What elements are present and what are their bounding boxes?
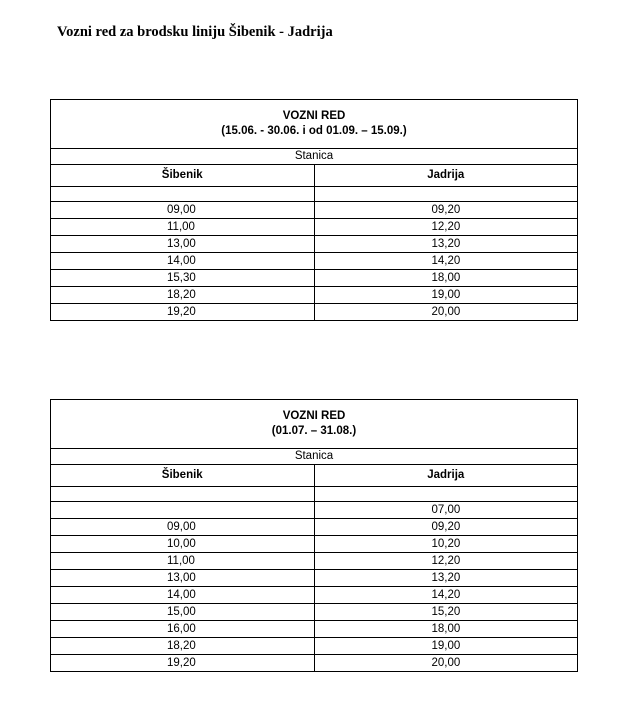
time-value: 19,20 — [167, 657, 196, 669]
departure-jadrija-cell — [314, 270, 578, 287]
time-value: 19,20 — [167, 306, 196, 318]
timetable-row — [51, 236, 578, 253]
departure-sibenik-cell — [51, 587, 315, 604]
time-value: 19,00 — [431, 640, 461, 652]
timetable-row — [51, 202, 578, 219]
empty-cell — [314, 187, 578, 202]
departure-jadrija-cell — [314, 253, 578, 270]
departure-sibenik-cell — [51, 236, 315, 253]
timetable-row — [51, 253, 578, 270]
time-value: 18,00 — [431, 272, 461, 284]
timetable-period: (01.07. – 31.08.) — [271, 425, 357, 437]
time-value: 10,00 — [167, 538, 196, 550]
departure-sibenik-cell — [51, 655, 315, 672]
departure-jadrija-cell — [314, 519, 578, 536]
time-value: 09,20 — [431, 521, 461, 533]
timetable-row — [51, 655, 578, 672]
departure-jadrija-cell — [314, 219, 578, 236]
column-header-jadrija: Jadrija — [314, 165, 578, 187]
time-value: 13,00 — [167, 238, 196, 250]
departure-jadrija-cell — [314, 655, 578, 672]
departure-jadrija-cell — [314, 570, 578, 587]
timetable-period: (15.06. - 30.06. i od 01.09. – 15.09.) — [221, 125, 407, 137]
time-value: 11,00 — [167, 555, 195, 567]
timetable-header — [51, 100, 578, 149]
departure-sibenik-cell — [51, 304, 315, 321]
time-value: 20,00 — [431, 306, 461, 318]
time-value: 10,20 — [431, 538, 461, 550]
timetable-1 — [50, 99, 578, 321]
time-value: 16,00 — [167, 623, 196, 635]
time-value: 18,00 — [431, 623, 461, 635]
column-header-jadrija: Jadrija — [314, 465, 578, 487]
time-value: 09,20 — [431, 204, 461, 216]
time-value: 07,00 — [431, 504, 461, 516]
empty-cell — [51, 487, 315, 502]
departure-jadrija-cell — [314, 287, 578, 304]
timetable-row — [51, 502, 578, 519]
departure-sibenik-cell — [51, 570, 315, 587]
timetable-row — [51, 621, 578, 638]
time-value: 15,00 — [167, 606, 196, 618]
timetable-row — [51, 304, 578, 321]
departure-jadrija-cell — [314, 638, 578, 655]
time-value: 13,20 — [431, 572, 461, 584]
timetable-heading: VOZNI RED — [282, 410, 346, 422]
departure-jadrija-cell — [314, 553, 578, 570]
departure-sibenik-cell — [51, 219, 315, 236]
time-value: 15,20 — [431, 606, 461, 618]
departure-sibenik-cell — [51, 604, 315, 621]
station-label: Stanica — [51, 149, 578, 165]
timetable-2-body — [51, 400, 578, 672]
document-title: Vozni red za brodsku liniju Šibenik - Jadrija — [57, 24, 333, 40]
departure-sibenik-cell — [51, 519, 315, 536]
departure-sibenik-cell — [51, 553, 315, 570]
timetable-row — [51, 553, 578, 570]
departure-sibenik-cell — [51, 287, 315, 304]
timetable-2 — [50, 399, 578, 672]
departure-jadrija-cell — [314, 304, 578, 321]
time-value: 15,30 — [167, 272, 196, 284]
departure-sibenik-cell — [51, 270, 315, 287]
timetable-row — [51, 519, 578, 536]
departure-jadrija-cell — [314, 604, 578, 621]
time-value: 18,20 — [167, 289, 196, 301]
time-value: 19,00 — [431, 289, 461, 301]
time-value: 14,00 — [167, 589, 196, 601]
departure-sibenik-cell — [51, 536, 315, 553]
timetable-row — [51, 270, 578, 287]
departure-jadrija-cell — [314, 621, 578, 638]
time-value: 20,00 — [431, 657, 461, 669]
timetable-row — [51, 287, 578, 304]
departure-jadrija-cell — [314, 587, 578, 604]
time-value: 12,20 — [431, 555, 461, 567]
timetable-row — [51, 536, 578, 553]
timetable-row — [51, 587, 578, 604]
departure-jadrija-cell — [314, 236, 578, 253]
time-value: 09,00 — [167, 521, 196, 533]
departure-jadrija-cell — [314, 502, 578, 519]
column-header-sibenik: Šibenik — [51, 465, 315, 487]
timetable-1-body — [51, 100, 578, 321]
time-value: 09,00 — [167, 204, 196, 216]
time-value: 11,00 — [167, 221, 195, 233]
timetable-row — [51, 570, 578, 587]
departure-sibenik-cell — [51, 621, 315, 638]
departure-sibenik-cell — [51, 502, 315, 519]
time-value: 14,20 — [431, 255, 461, 267]
departure-sibenik-cell — [51, 638, 315, 655]
time-value: 13,20 — [431, 238, 461, 250]
timetable-row — [51, 219, 578, 236]
timetable-row — [51, 638, 578, 655]
departure-jadrija-cell — [314, 202, 578, 219]
station-label: Stanica — [51, 449, 578, 465]
time-value: 14,20 — [431, 589, 461, 601]
time-value: 12,20 — [431, 221, 461, 233]
timetable-heading: VOZNI RED — [282, 110, 346, 122]
empty-cell — [51, 187, 315, 202]
timetable-row — [51, 604, 578, 621]
column-header-sibenik: Šibenik — [51, 165, 315, 187]
departure-jadrija-cell — [314, 536, 578, 553]
time-value: 18,20 — [167, 640, 196, 652]
time-value: 14,00 — [167, 255, 196, 267]
time-value: 13,00 — [167, 572, 196, 584]
departure-sibenik-cell — [51, 253, 315, 270]
empty-cell — [314, 487, 578, 502]
timetable-header — [51, 400, 578, 449]
departure-sibenik-cell — [51, 202, 315, 219]
